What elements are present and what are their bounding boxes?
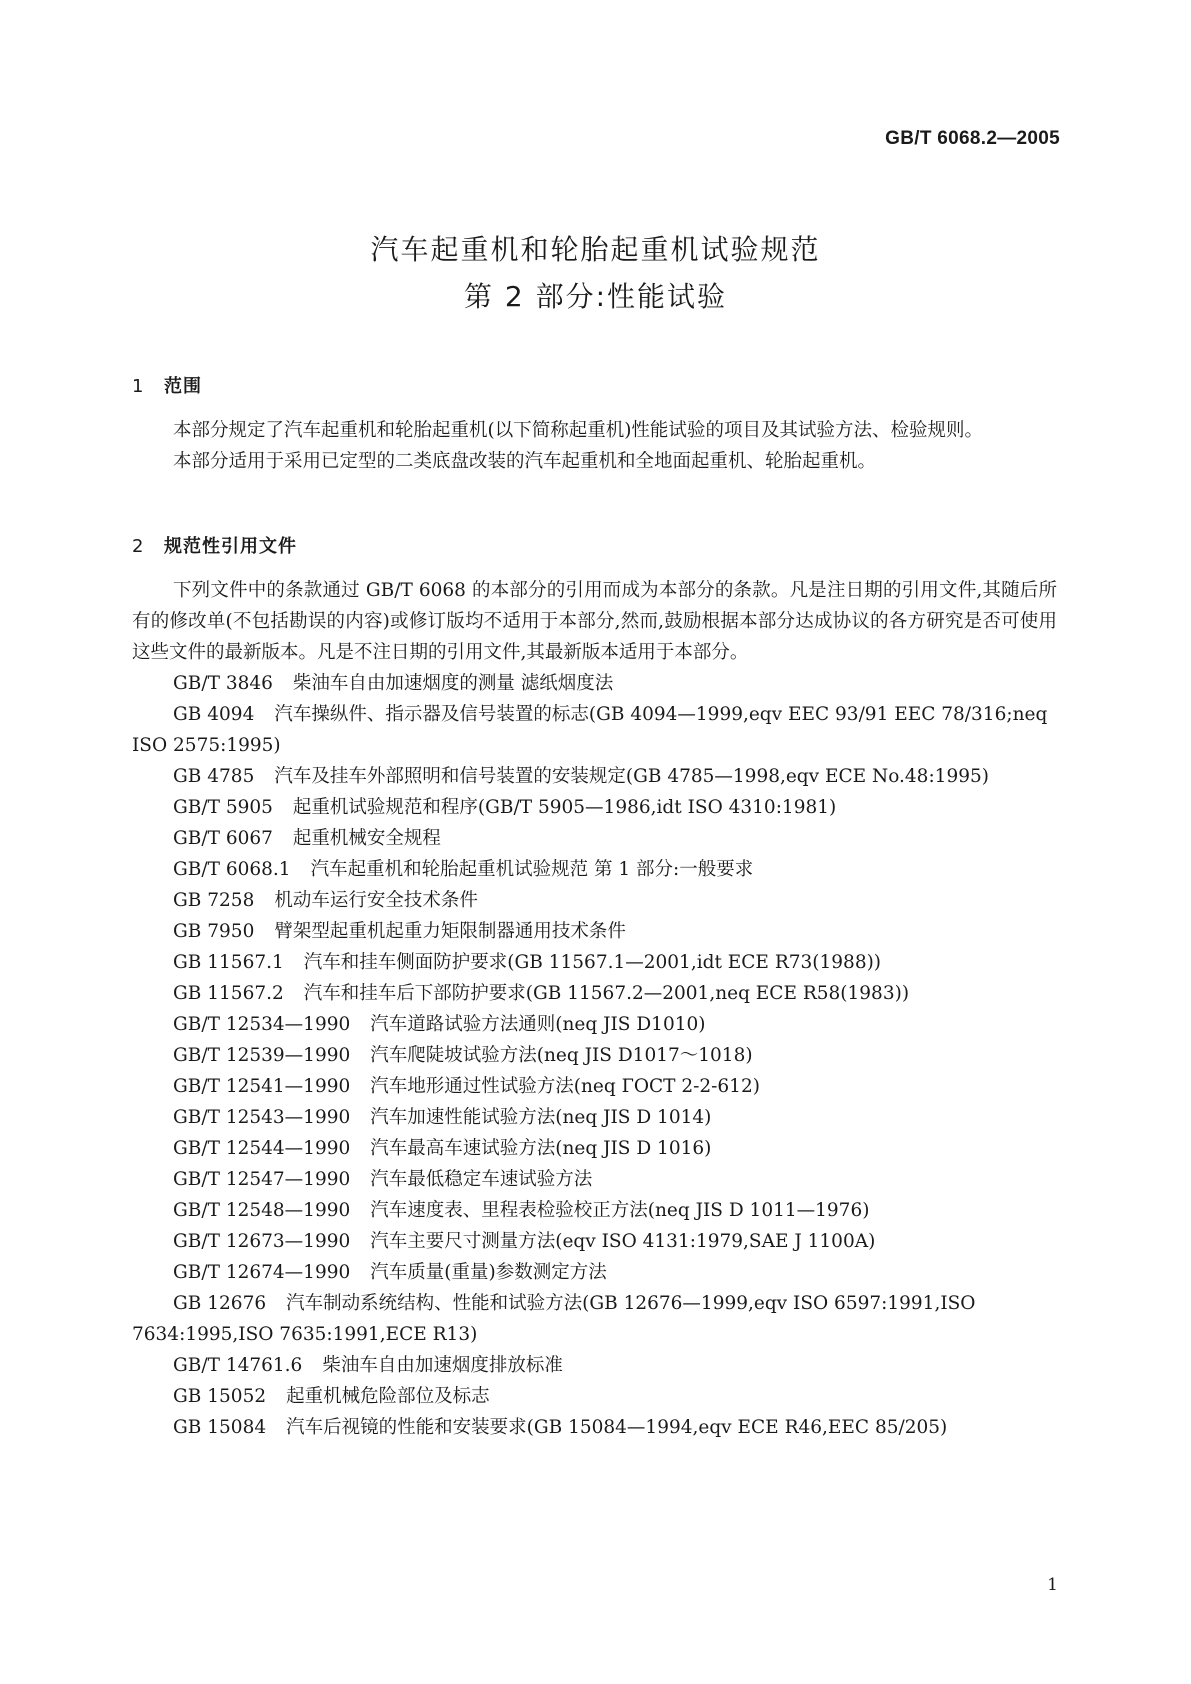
- reference-title: 汽车及挂车外部照明和信号装置的安装规定(GB 4785—1998,eqv ECE No.48:1995): [274, 766, 989, 787]
- reference-title: 汽车起重机和轮胎起重机试验规范 第 1 部分:一般要求: [310, 859, 754, 880]
- reference-title: 柴油车自由加速烟度的测量 滤纸烟度法: [292, 673, 614, 694]
- reference-item: [132, 1412, 1057, 1443]
- reference-title: 汽车质量(重量)参数测定方法: [370, 1262, 607, 1283]
- reference-title: 柴油车自由加速烟度排放标准: [322, 1355, 563, 1376]
- reference-title: 汽车最低稳定车速试验方法: [370, 1169, 593, 1190]
- reference-code: GB/T 12547—1990: [173, 1169, 351, 1190]
- reference-title: 汽车地形通过性试验方法(neq ГОСТ 2-2-612): [370, 1076, 760, 1097]
- reference-item: [132, 947, 1057, 978]
- reference-code: GB/T 12673—1990: [173, 1231, 351, 1252]
- reference-title: 汽车爬陡坡试验方法(neq JIS D1017～1018): [370, 1045, 753, 1066]
- reference-title: 汽车和挂车侧面防护要求(GB 11567.1—2001,idt ECE R73(1988)): [303, 952, 882, 973]
- reference-code: GB 4785: [173, 766, 255, 787]
- section-title: 规范性引用文件: [164, 536, 297, 557]
- reference-item: [132, 1009, 1057, 1040]
- reference-title: 机动车运行安全技术条件: [274, 890, 478, 911]
- reference-code: GB/T 12674—1990: [173, 1262, 351, 1283]
- reference-code: GB/T 6068.1: [173, 859, 291, 880]
- reference-code: GB 11567.1: [173, 952, 284, 973]
- reference-title: 汽车主要尺寸测量方法(eqv ISO 4131:1979,SAE J 1100A): [370, 1231, 876, 1252]
- reference-code: GB/T 5905: [173, 797, 273, 818]
- paragraph: 本部分适用于采用已定型的二类底盘改装的汽车起重机和全地面起重机、轮胎起重机。: [173, 451, 877, 472]
- section-heading-normative-references: [132, 532, 297, 558]
- section-scope-body: [132, 415, 1057, 477]
- reference-title: 汽车后视镜的性能和安装要求(GB 15084—1994,eqv ECE R46,EEC 85/205): [286, 1417, 948, 1438]
- reference-item: [132, 761, 1057, 792]
- reference-title: 汽车操纵件、指示器及信号装置的标志(GB 4094—1999,eqv EEC 93/91 EEC 78/316;neq ISO 2575:1995): [132, 704, 1048, 756]
- reference-title: 汽车速度表、里程表检验校正方法(neq JIS D 1011—1976): [370, 1200, 870, 1221]
- reference-code: GB 15052: [173, 1386, 267, 1407]
- reference-code: GB/T 12539—1990: [173, 1045, 351, 1066]
- reference-item: [132, 854, 1057, 885]
- reference-item: [132, 792, 1057, 823]
- reference-title: 汽车最高车速试验方法(neq JIS D 1016): [370, 1138, 712, 1159]
- reference-item: [132, 1102, 1057, 1133]
- reference-item: [132, 1164, 1057, 1195]
- reference-item: [132, 668, 1057, 699]
- section-number: 1: [132, 376, 145, 397]
- reference-title: 汽车和挂车后下部防护要求(GB 11567.2—2001,neq ECE R58(1983)): [303, 983, 910, 1004]
- reference-code: GB 12676: [173, 1293, 267, 1314]
- reference-code: GB/T 6067: [173, 828, 273, 849]
- reference-title: 汽车道路试验方法通则(neq JIS D1010): [370, 1014, 706, 1035]
- reference-title: 臂架型起重机起重力矩限制器通用技术条件: [274, 921, 626, 942]
- reference-list: [132, 668, 1057, 1443]
- reference-code: GB/T 3846: [173, 673, 273, 694]
- reference-item: [132, 978, 1057, 1009]
- reference-item: [132, 699, 1057, 761]
- reference-title: 起重机械安全规程: [292, 828, 441, 849]
- reference-code: GB/T 14761.6: [173, 1355, 303, 1376]
- reference-code: GB 11567.2: [173, 983, 284, 1004]
- reference-item: [132, 885, 1057, 916]
- section-references-body: [132, 575, 1057, 1443]
- page-number: 1: [1047, 1575, 1058, 1595]
- reference-item: [132, 1133, 1057, 1164]
- reference-item: [132, 1195, 1057, 1226]
- reference-item: [132, 1350, 1057, 1381]
- document-title: 汽车起重机和轮胎起重机试验规范: [370, 233, 821, 266]
- reference-item: [132, 1381, 1057, 1412]
- reference-item: [132, 1288, 1057, 1350]
- reference-code: GB/T 12534—1990: [173, 1014, 351, 1035]
- reference-item: [132, 1257, 1057, 1288]
- reference-title: 汽车制动系统结构、性能和试验方法(GB 12676—1999,eqv ISO 6597:1991,ISO 7634:1995,ISO 7635:1991,ECE R13): [132, 1293, 976, 1345]
- section-heading-scope: [132, 372, 202, 398]
- reference-item: [132, 1226, 1057, 1257]
- reference-item: [132, 1040, 1057, 1071]
- reference-title: 汽车加速性能试验方法(neq JIS D 1014): [370, 1107, 712, 1128]
- standard-code: GB/T 6068.2—2005: [885, 128, 1060, 149]
- reference-code: GB/T 12548—1990: [173, 1200, 351, 1221]
- paragraph: 下列文件中的条款通过 GB/T 6068 的本部分的引用而成为本部分的条款。凡是注日期的引用文件,其随后所有的修改单(不包括勘误的内容)或修订版均不适用于本部分,然而,鼓励根据本部分达成协议的各方研究是否可使用这些文件的最新版本。凡是不注日期的引用文件,其最新版本适用于本部分。: [132, 580, 1057, 663]
- reference-code: GB/T 12543—1990: [173, 1107, 351, 1128]
- section-title: 范围: [164, 376, 202, 397]
- reference-code: GB/T 12541—1990: [173, 1076, 351, 1097]
- document-subtitle: 第 2 部分:性能试验: [463, 280, 728, 313]
- reference-title: 起重机械危险部位及标志: [286, 1386, 490, 1407]
- reference-item: [132, 1071, 1057, 1102]
- reference-code: GB/T 12544—1990: [173, 1138, 351, 1159]
- section-number: 2: [132, 536, 145, 557]
- reference-title: 起重机试验规范和程序(GB/T 5905—1986,idt ISO 4310:1981): [292, 797, 837, 818]
- paragraph: 本部分规定了汽车起重机和轮胎起重机(以下简称起重机)性能试验的项目及其试验方法、检验规则。: [173, 420, 983, 441]
- reference-code: GB 7258: [173, 890, 255, 911]
- reference-item: [132, 823, 1057, 854]
- reference-item: [132, 916, 1057, 947]
- reference-code: GB 7950: [173, 921, 255, 942]
- reference-code: GB 4094: [173, 704, 255, 725]
- reference-code: GB 15084: [173, 1417, 267, 1438]
